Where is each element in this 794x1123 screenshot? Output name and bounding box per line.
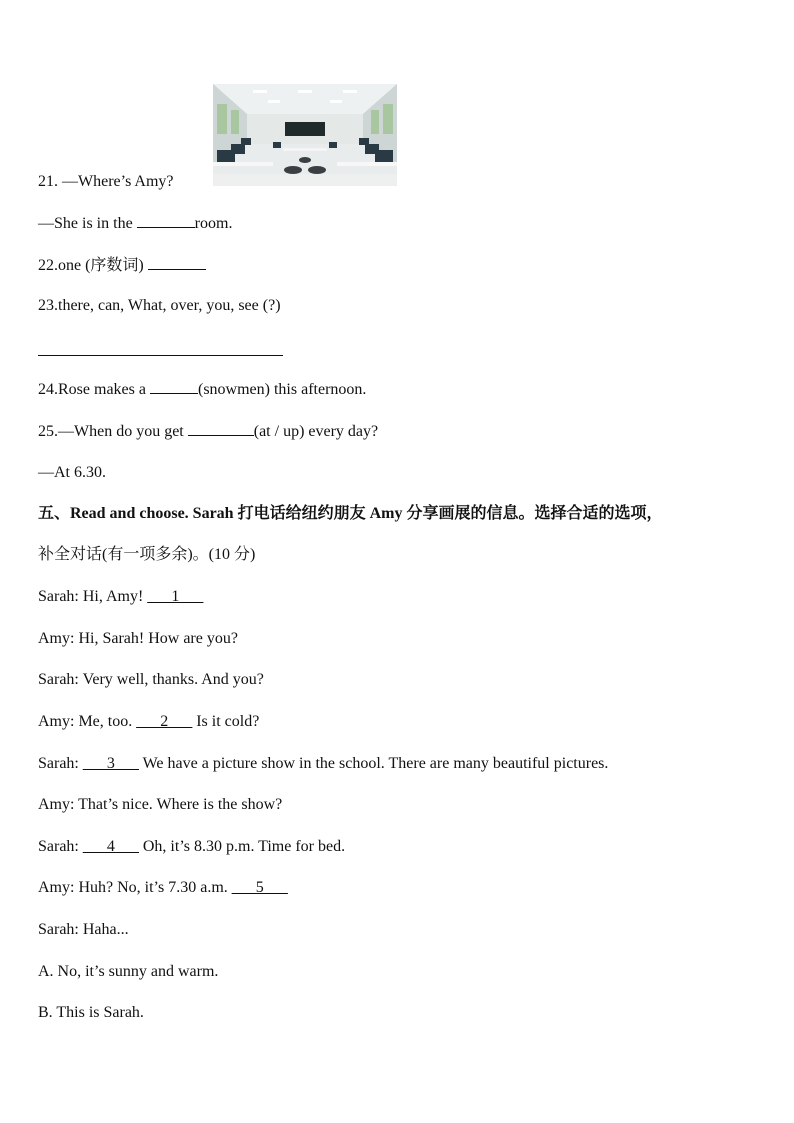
dialogue-text: Oh, it’s 8.30 p.m. Time for bed. <box>138 838 346 855</box>
question-21-answer-prefix: —She is in the <box>38 215 137 232</box>
section-5-title-line2: 补全对话(有一项多余)。(10 分) <box>38 546 256 563</box>
dialogue-blank-3[interactable]: ___3___ <box>82 755 139 772</box>
dialogue-line-3 <box>38 670 264 690</box>
dialogue-blank-5[interactable]: ___5___ <box>231 879 288 896</box>
answer-line[interactable] <box>38 355 283 356</box>
dialogue-blank-4[interactable]: ___4___ <box>82 838 139 855</box>
question-25-prefix: 25.—When do you get <box>38 423 188 440</box>
dialogue-text: Amy: That’s nice. Where is the show? <box>38 796 283 813</box>
dialogue-line-9 <box>38 920 129 940</box>
question-23-prompt: 23.there, can, What, over, you, see (?) <box>38 297 281 314</box>
computer-room-photo <box>213 84 397 186</box>
question-25-answer-text: —At 6.30. <box>38 464 106 481</box>
question-21-prompt: 21. —Where’s Amy? <box>38 173 174 190</box>
dialogue-blank-2[interactable]: ___2___ <box>136 713 193 730</box>
dialogue-line-6 <box>38 795 282 815</box>
question-23 <box>38 296 281 316</box>
dialogue-text: Is it cold? <box>192 713 260 730</box>
answer-blank[interactable] <box>188 421 254 436</box>
answer-blank[interactable] <box>148 255 206 270</box>
option-a-text: A. No, it’s sunny and warm. <box>38 963 219 980</box>
section-5-title-cont <box>38 545 255 565</box>
dialogue-text: Sarah: Haha... <box>38 921 129 938</box>
question-24-suffix: (snowmen) this afternoon. <box>197 381 367 398</box>
dialogue-line-1 <box>38 587 203 607</box>
question-21-answer-suffix: room. <box>194 215 233 232</box>
question-21-answer-line <box>38 213 232 234</box>
dialogue-text: Sarah: <box>38 838 83 855</box>
question-25 <box>38 421 378 442</box>
option-b-text: B. This is Sarah. <box>38 1004 144 1021</box>
question-22-prompt: 22.one (序数词) <box>38 257 148 274</box>
dialogue-line-5 <box>38 754 608 774</box>
dialogue-text: Sarah: Very well, thanks. And you? <box>38 671 264 688</box>
option-b[interactable] <box>38 1003 144 1023</box>
section-5-title <box>38 504 662 524</box>
dialogue-text: Amy: Me, too. <box>38 713 137 730</box>
dialogue-blank-1[interactable]: ___1___ <box>147 588 204 605</box>
question-21 <box>38 172 174 192</box>
question-25-suffix: (at / up) every day? <box>253 423 379 440</box>
dialogue-line-2 <box>38 629 238 649</box>
dialogue-text: Amy: Huh? No, it’s 7.30 a.m. <box>38 879 232 896</box>
section-5-title-line1: 五、Read and choose. Sarah 打电话给纽约朋友 Amy 分享画展的信息。选择合适的选项， <box>38 505 663 522</box>
dialogue-line-8 <box>38 878 288 898</box>
answer-blank[interactable] <box>150 379 198 394</box>
answer-blank[interactable] <box>137 213 195 228</box>
option-a[interactable] <box>38 962 218 982</box>
question-24 <box>38 379 366 400</box>
dialogue-text: Amy: Hi, Sarah! How are you? <box>38 630 238 647</box>
dialogue-text: We have a picture show in the school. There are many beautiful pictures. <box>138 755 609 772</box>
question-25-answer <box>38 463 106 483</box>
question-24-prefix: 24.Rose makes a <box>38 381 150 398</box>
question-22 <box>38 255 206 276</box>
dialogue-line-7 <box>38 837 345 857</box>
dialogue-text: Sarah: Hi, Amy! <box>38 588 148 605</box>
dialogue-line-4 <box>38 712 259 732</box>
dialogue-text: Sarah: <box>38 755 83 772</box>
